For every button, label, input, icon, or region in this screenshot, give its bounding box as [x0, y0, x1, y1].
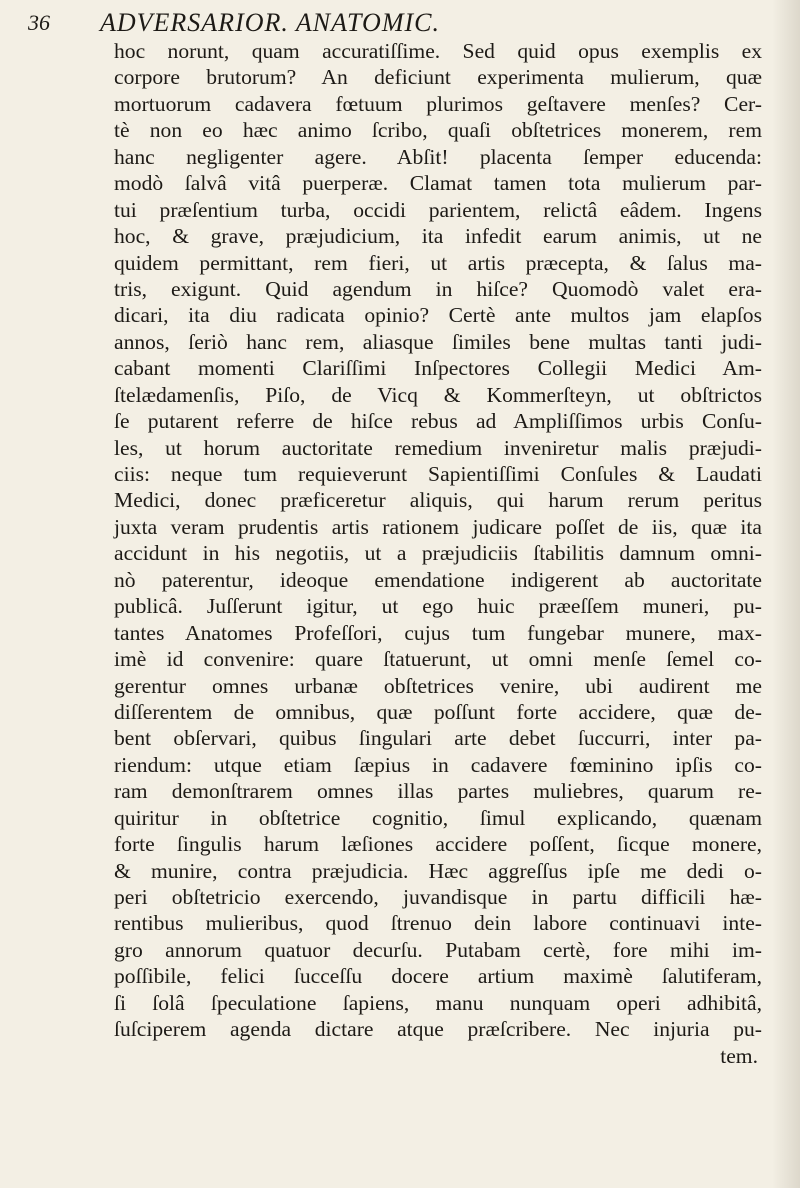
- text-line: corpore brutorum? An deficiunt experimenta mulierum, quæ: [114, 65, 762, 90]
- text-line: hoc norunt, quam accuratiſſime. Sed quid opus exemplis ex: [114, 39, 762, 63]
- text-line: bent obſervari, quibus ſingulari arte debet ſuccurri, inter pa-: [114, 726, 762, 751]
- text-line: ciis: neque tum requieverunt Sapientiſſimi Conſules & Laudati: [114, 462, 762, 486]
- text-line: hoc, & grave, præjudicium, ita infedit earum animis, ut ne: [114, 224, 762, 249]
- text-line: gerentur omnes urbanæ obſtetrices venire, ubi audirent me: [114, 673, 762, 698]
- page-header: [28, 8, 760, 42]
- text-line: ſe putarent referre de hiſce rebus ad Ampliſſimos urbis Conſu-: [114, 409, 762, 434]
- text-line: cabant momenti Clariſſimi Inſpectores Collegii Medici Am-: [114, 356, 762, 381]
- text-line: rentibus mulieribus, quod ſtrenuo dein labore continuavi inte-: [114, 911, 762, 936]
- page-edge-shadow: [772, 0, 800, 1188]
- text-line: nò paterentur, ideoque emendatione indigerent ab auctoritate: [114, 567, 762, 592]
- text-line: accidunt in his negotiis, ut a præjudiciis ſtabilitis damnum omni-: [114, 541, 762, 566]
- page-number: 36: [28, 10, 50, 35]
- text-line: tui præſentium turba, occidi parientem, relictâ eâdem. Ingens: [114, 197, 762, 222]
- text-line: dicari, ita diu radicata opinio? Certè ante multos jam elapſos: [114, 303, 762, 328]
- text-line: gro annorum quatuor decurſu. Putabam certè, fore mihi im-: [114, 937, 762, 962]
- catchword: tem.: [720, 1043, 758, 1068]
- body-text: [114, 38, 762, 1069]
- text-line: peri obſtetricio exercendo, juvandisque in partu difficili hæ-: [114, 885, 762, 909]
- text-line: publicâ. Juſſerunt igitur, ut ego huic præeſſem muneri, pu-: [114, 594, 762, 619]
- text-line: tris, exigunt. Quid agendum in hiſce? Quomodò valet era-: [114, 276, 762, 301]
- text-line: quidem permittant, rem fieri, ut artis præcepta, & ſalus ma-: [114, 250, 762, 275]
- text-line: tè non eo hæc animo ſcribo, quaſi obſtetrices monerem, rem: [114, 118, 762, 143]
- text-line: forte ſingulis harum læſiones accidere poſſent, ſicque monere,: [114, 832, 762, 857]
- text-line: modò ſalvâ vitâ puerperæ. Clamat tamen tota mulierum par-: [114, 171, 762, 196]
- text-line: riendum: utque etiam ſæpius in cadavere fœminino ipſis co-: [114, 752, 762, 777]
- text-line: ram demonſtrarem omnes illas partes muliebres, quarum re-: [114, 779, 762, 804]
- text-line: tantes Anatomes Profeſſori, cujus tum fungebar munere, max-: [114, 620, 762, 645]
- text-line: annos, ſeriò hanc rem, aliasque ſimiles bene multas tanti judi-: [114, 329, 762, 354]
- running-title: ADVERSARIOR. ANATOMIC.: [100, 8, 440, 37]
- text-line: juxta veram prudentis artis rationem judicare poſſet de iis, quæ ita: [114, 514, 762, 539]
- text-line: hanc negligenter agere. Abſit! placenta ſemper educenda:: [114, 144, 762, 169]
- text-line: quiritur in obſtetrice cognitio, ſimul explicando, quænam: [114, 805, 762, 830]
- text-line: imè id convenire: quare ſtatuerunt, ut omni menſe ſemel co-: [114, 647, 762, 672]
- text-line: ſuſciperem agenda dictare atque præſcribere. Nec injuria pu-: [114, 1017, 762, 1042]
- text-line: Medici, donec præficeretur aliquis, qui harum rerum peritus: [114, 488, 762, 513]
- text-line: ſi ſolâ ſpeculatione ſapiens, manu nunquam operi adhibitâ,: [114, 990, 762, 1015]
- text-line: ſtelædamenſis, Piſo, de Vicq & Kommerſteyn, ut obſtrictos: [114, 382, 762, 407]
- text-line: les, ut horum auctoritate remedium inveniretur malis præjudi-: [114, 435, 762, 460]
- text-line: mortuorum cadavera fœtuum plurimos geſtavere menſes? Cer-: [114, 91, 762, 116]
- text-line: poſſibile, felici ſucceſſu docere artium maximè ſalutiferam,: [114, 964, 762, 989]
- text-line: & munire, contra præjudicia. Hæc aggreſſus ipſe me dedi o-: [114, 858, 762, 883]
- text-line: diſſerentem de omnibus, quæ poſſunt forte accidere, quæ de-: [114, 699, 762, 724]
